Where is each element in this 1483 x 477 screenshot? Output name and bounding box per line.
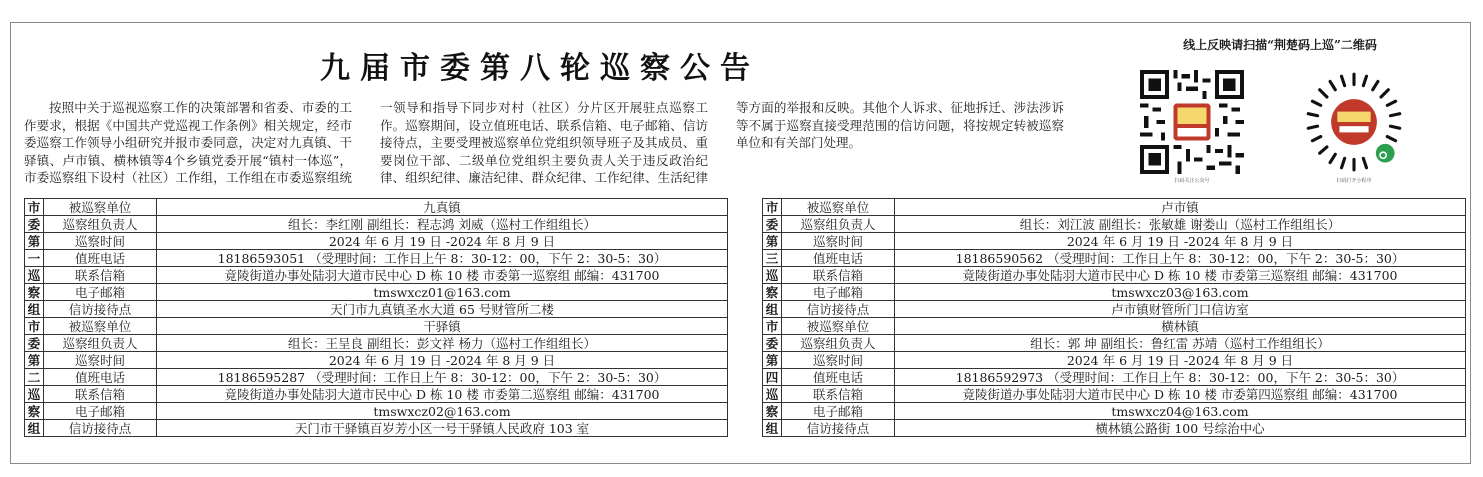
row-label: 电子邮箱 [782,403,895,420]
row-label: 巡察时间 [782,352,895,369]
table-row [25,318,728,335]
table-row [25,267,728,284]
group-side-char: 巡 [763,386,782,403]
inspected-unit: 横林镇 [895,318,1466,335]
inspection-time: 2024 年 6 月 19 日 -2024 年 8 月 9 日 [157,352,728,369]
table-row [25,301,728,318]
group-side-char: 委 [25,335,44,352]
contact-mailbox: 竟陵街道办事处陆羽大道市民中心 D 栋 10 楼 市委第一巡察组 邮编：431700 [157,267,728,284]
inspection-time: 2024 年 6 月 19 日 -2024 年 8 月 9 日 [895,233,1466,250]
group-side-char: 第 [763,233,782,250]
row-label: 被巡察单位 [782,199,895,216]
table-row [763,199,1466,216]
table-row [763,403,1466,420]
row-label: 信访接待点 [44,420,157,437]
row-label: 巡察组负责人 [782,335,895,352]
group-side-char: 察 [25,403,44,420]
row-label: 电子邮箱 [782,284,895,301]
left-qr-label: 扫码关注公众号 [1174,178,1210,184]
table-row [25,386,728,403]
row-label: 巡察组负责人 [782,216,895,233]
table-row [25,233,728,250]
group-side-char: 委 [763,335,782,352]
inspection-table-left [24,198,728,437]
table-row [25,352,728,369]
group-side-char: 组 [763,420,782,437]
group-side-char: 第 [25,233,44,250]
mini-program-code-icon [1302,70,1406,174]
table-row [763,301,1466,318]
group-side-char: 巡 [763,267,782,284]
table-row [763,318,1466,335]
group-side-char: 市 [25,199,44,216]
table-row [763,284,1466,301]
row-label: 信访接待点 [44,301,157,318]
row-label: 巡察时间 [44,233,157,250]
group-side-char: 市 [763,199,782,216]
duty-phone: 18186593051 （受理时间：工作日上午 8：30-12：00，下午 2：30-5：30） [157,250,728,267]
reception-point: 卢市镇财管所门口信访室 [895,301,1466,318]
row-label: 巡察时间 [782,233,895,250]
contact-mailbox: 竟陵街道办事处陆羽大道市民中心 D 栋 10 楼 市委第二巡察组 邮编：431700 [157,386,728,403]
inspection-time: 2024 年 6 月 19 日 -2024 年 8 月 9 日 [895,352,1466,369]
inspected-unit: 卢市镇 [895,199,1466,216]
group-side-char: 巡 [25,267,44,284]
intro-paragraph: 按照中关于巡视巡察工作的决策部署和省委、市委的工作要求，根据《中国共产党巡视工作条例》相关规定，经市委巡察工作领导小组研究并报市委同意，决定对九真镇、干驿镇、卢市镇、横林镇等4个乡镇党委开展“镇村一体巡”，市委巡察组下设村（社区）工作组，工作组在市委巡察组统一领导和指导下同步对村（社区）分片区开展驻点巡察工作。巡察期间，设立值班电话、联系信箱、电子邮箱、信访接待点，主要受理被巡察单位党组织领导班子及其成员、重要岗位干部、二级单位党组织主要负责人关于违反政治纪律、组织纪律、廉洁纪律、群众纪律、工作纪律、生活纪律等方面的举报和反映。其他个人诉求、征地拆迁、涉法涉诉等不属于巡察直接受理范围的信访问题，将按规定转被巡察单位和有关部门处理。 [24,100,1064,186]
table-row [763,369,1466,386]
row-label: 信访接待点 [782,301,895,318]
inspected-unit: 九真镇 [157,199,728,216]
official-account-qr-icon [1140,70,1244,174]
email-link[interactable]: tmswxcz04@163.com [895,403,1466,420]
table-row [763,352,1466,369]
group-leader: 组长：王呈良 副组长：彭文祥 杨力（巡村工作组组长） [157,335,728,352]
duty-phone: 18186592973 （受理时间：工作日上午 8：30-12：00，下午 2：30-5：30） [895,369,1466,386]
table-row [763,267,1466,284]
row-label: 联系信箱 [782,386,895,403]
row-label: 被巡察单位 [44,318,157,335]
row-label: 信访接待点 [782,420,895,437]
group-side-char: 三 [763,250,782,267]
table-row [763,250,1466,267]
group-side-char: 委 [25,216,44,233]
group-side-char: 二 [25,369,44,386]
inspection-time: 2024 年 6 月 19 日 -2024 年 8 月 9 日 [157,233,728,250]
group-side-char: 组 [25,420,44,437]
row-label: 被巡察单位 [782,318,895,335]
table-row [25,284,728,301]
table-row [25,216,728,233]
group-leader: 组长：李红刚 副组长：程志鸿 刘威（巡村工作组组长） [157,216,728,233]
table-row [25,420,728,437]
table-row [763,386,1466,403]
row-label: 联系信箱 [44,386,157,403]
row-label: 电子邮箱 [44,403,157,420]
email-link[interactable]: tmswxcz03@163.com [895,284,1466,301]
row-label: 值班电话 [782,369,895,386]
notice-body [24,99,1064,189]
duty-phone: 18186590562 （受理时间：工作日上午 8：30-12：00，下午 2：30-5：30） [895,250,1466,267]
group-leader: 组长：郭 坤 副组长：鲁红雷 苏靖（巡村工作组组长） [895,335,1466,352]
email-link[interactable]: tmswxcz02@163.com [157,403,728,420]
reception-point: 横林镇公路街 100 号综治中心 [895,420,1466,437]
row-label: 联系信箱 [782,267,895,284]
group-side-char: 组 [25,301,44,318]
group-side-char: 察 [763,403,782,420]
table-row [763,216,1466,233]
group-side-char: 组 [763,301,782,318]
group-side-char: 第 [25,352,44,369]
reception-point: 天门市干驿镇百岁芳小区一号干驿镇人民政府 103 室 [157,420,728,437]
reception-point: 天门市九真镇圣水大道 65 号财管所二楼 [157,301,728,318]
table-row [25,199,728,216]
group-side-char: 市 [25,318,44,335]
table-row [763,335,1466,352]
group-leader: 组长：刘江波 副组长：张敏雄 谢娄山（巡村工作组组长） [895,216,1466,233]
right-qr-label: 扫码打开小程序 [1336,178,1372,184]
table-row [25,250,728,267]
group-side-char: 察 [763,284,782,301]
email-link[interactable]: tmswxcz01@163.com [157,284,728,301]
row-label: 值班电话 [44,369,157,386]
contact-mailbox: 竟陵街道办事处陆羽大道市民中心 D 栋 10 楼 市委第四巡察组 邮编：431700 [895,386,1466,403]
row-label: 联系信箱 [44,267,157,284]
duty-phone: 18186595287 （受理时间：工作日上午 8：30-12：00，下午 2：30-5：30） [157,369,728,386]
table-row [25,369,728,386]
group-side-char: 察 [25,284,44,301]
inspected-unit: 干驿镇 [157,318,728,335]
table-row [763,233,1466,250]
group-side-char: 第 [763,352,782,369]
group-side-char: 四 [763,369,782,386]
table-row [25,403,728,420]
notice-title: 九届市委第八轮巡察公告 [320,51,760,86]
group-side-char: 委 [763,216,782,233]
table-row [763,420,1466,437]
qr-caption: 线上反映请扫描“荆楚码上巡”二维码 [1183,38,1377,52]
group-side-char: 巡 [25,386,44,403]
row-label: 值班电话 [44,250,157,267]
row-label: 巡察组负责人 [44,216,157,233]
row-label: 巡察时间 [44,352,157,369]
contact-mailbox: 竟陵街道办事处陆羽大道市民中心 D 栋 10 楼 市委第三巡察组 邮编：431700 [895,267,1466,284]
group-side-char: 市 [763,318,782,335]
row-label: 值班电话 [782,250,895,267]
inspection-table-right [762,198,1466,437]
group-side-char: 一 [25,250,44,267]
row-label: 被巡察单位 [44,199,157,216]
row-label: 电子邮箱 [44,284,157,301]
table-row [25,335,728,352]
row-label: 巡察组负责人 [44,335,157,352]
